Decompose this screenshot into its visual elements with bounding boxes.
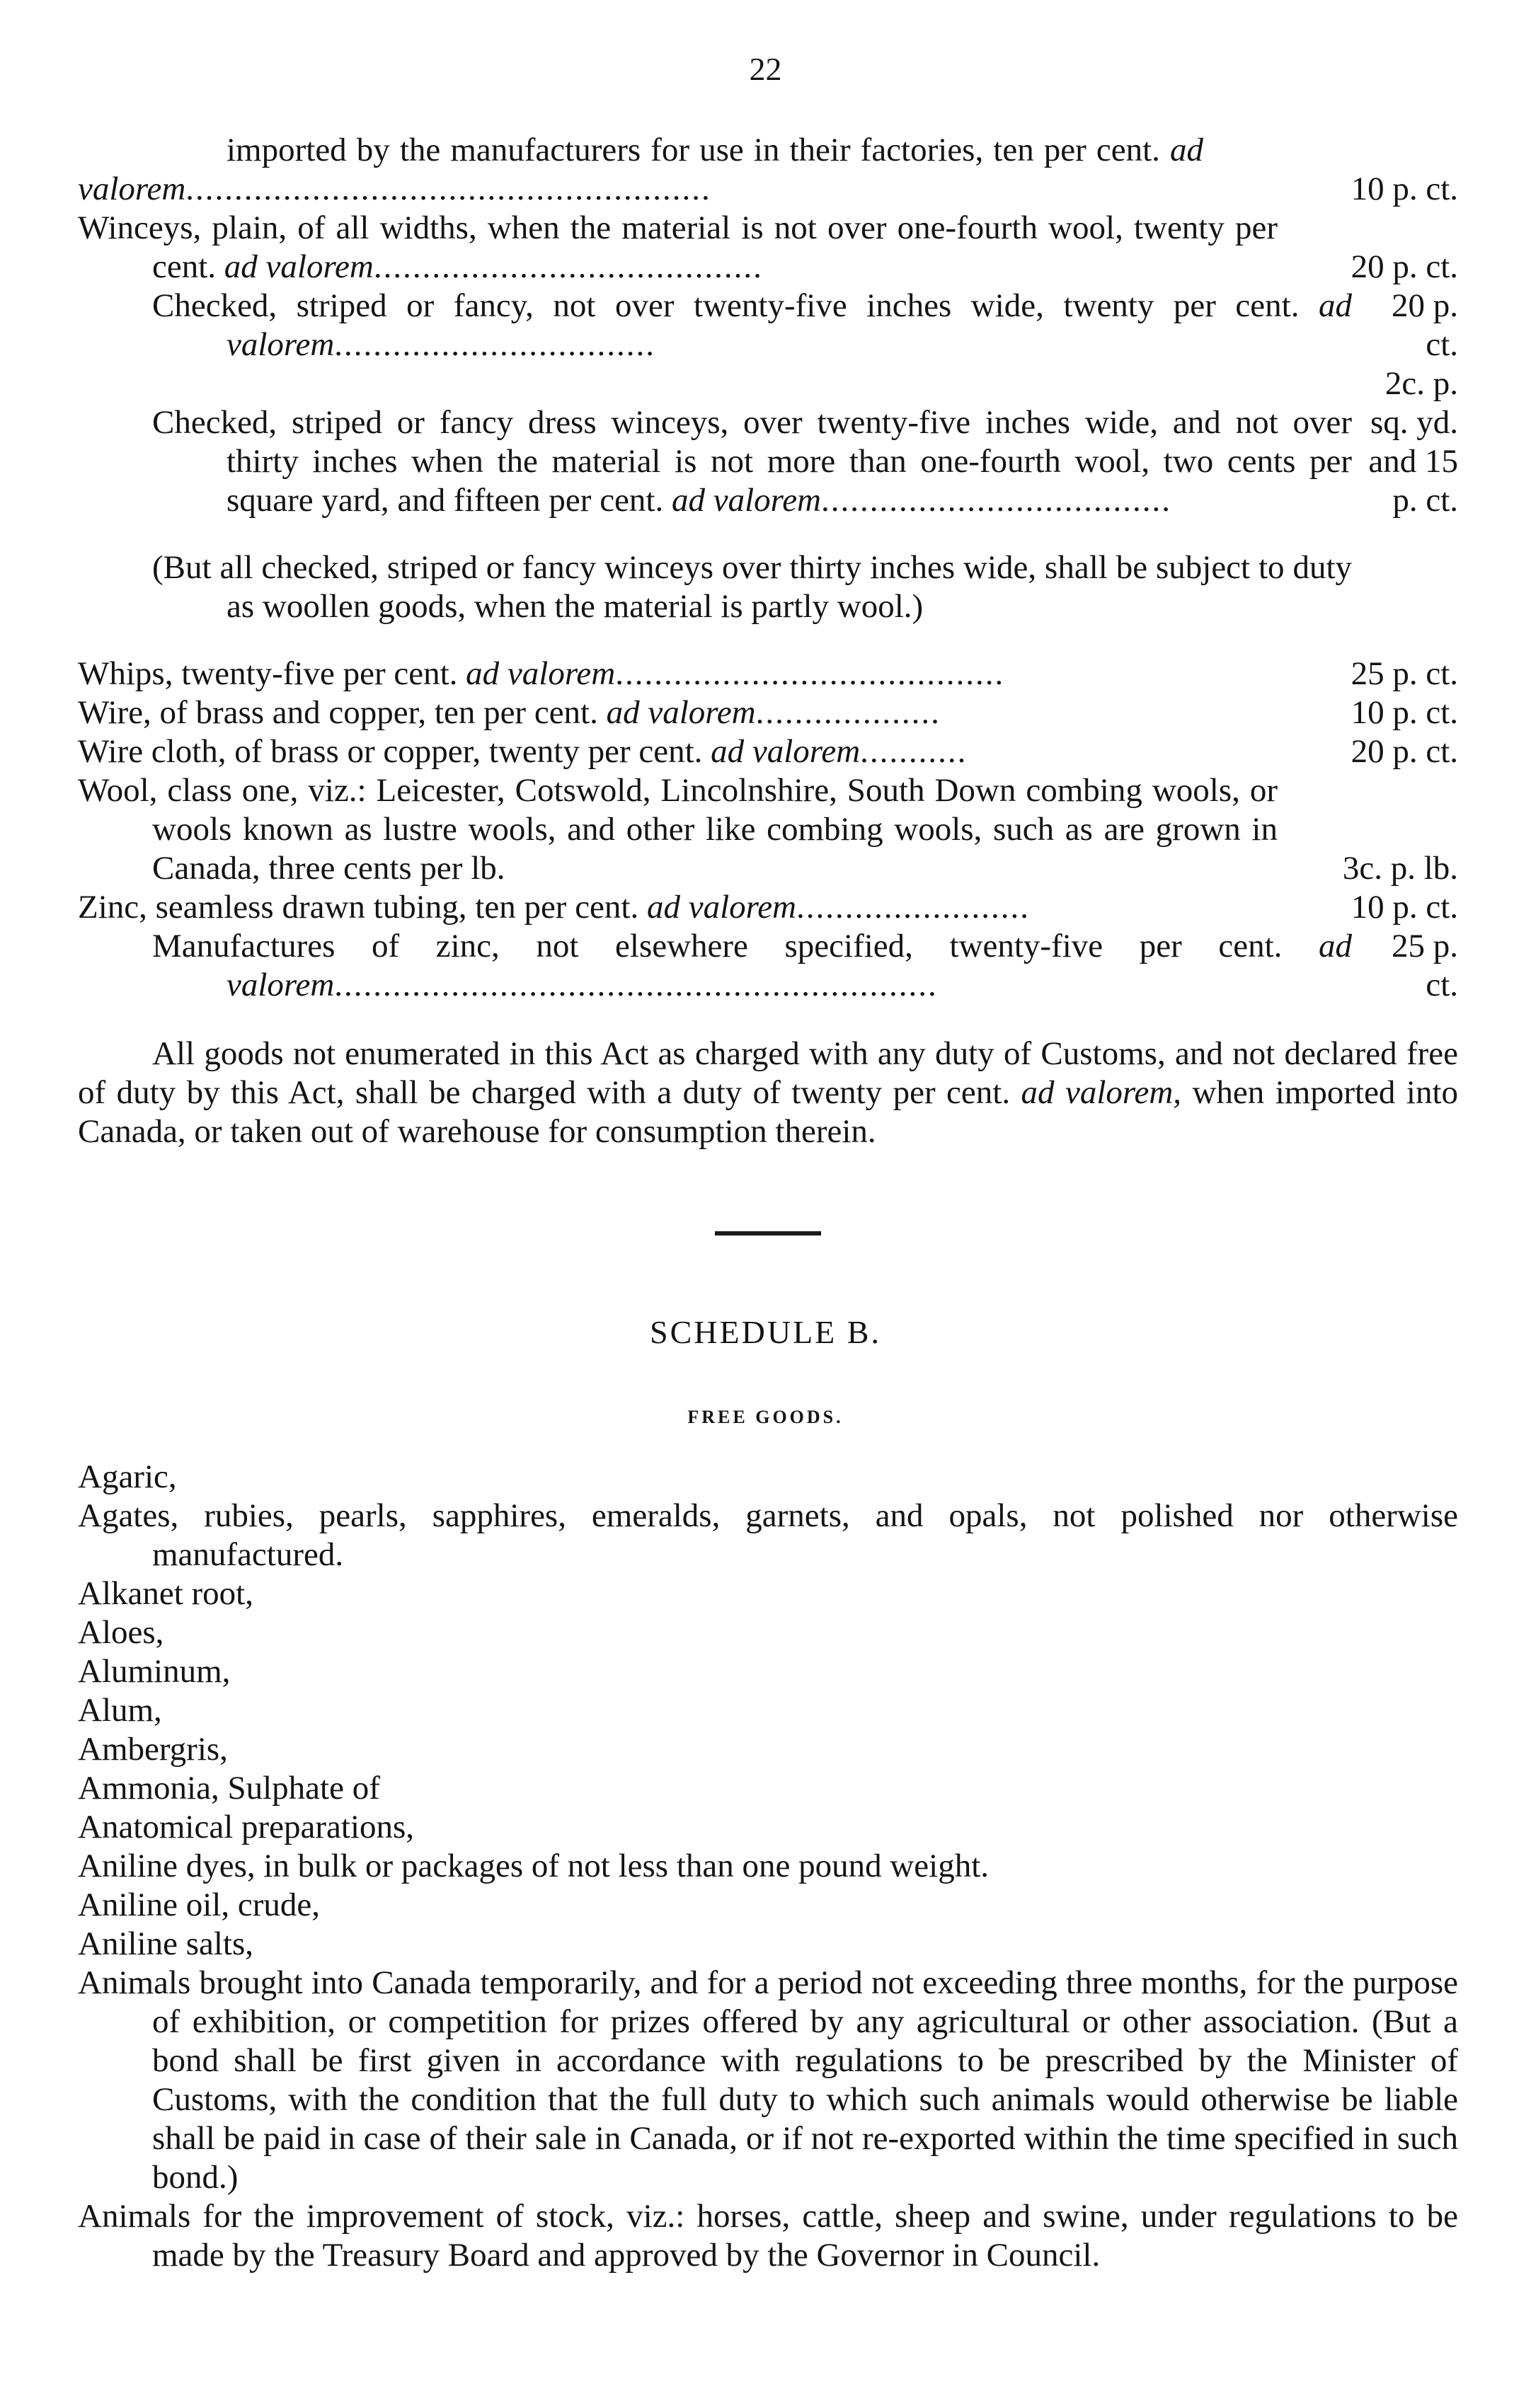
entry-italic: ad valorem	[466, 655, 616, 692]
clause-text-end: when imported into Canada, or taken out of warehouse for consumption therein.	[78, 1074, 1458, 1150]
duty-rate: 20 p. ct.	[1392, 287, 1458, 363]
free-goods-item: Alum,	[78, 1692, 162, 1729]
entry-italic: ad valorem	[224, 248, 374, 285]
entry-text: Manufactures of zinc, not elsewhere specified, twenty-five per cent.	[152, 928, 1319, 964]
winceys-note: (But all checked, striped or fancy winceys over thirty inches wide, shall be subject to duty as woollen goods, when the material is partly wool.)	[152, 549, 1352, 625]
leader-dots: ...................	[755, 694, 941, 731]
free-goods-item: Agates, rubies, pearls, sapphires, emeralds, garnets, and opals, not polished nor otherwise manufactured.	[78, 1497, 1458, 1573]
duty-rate: 2c. p. sq. yd. and 15 p. ct.	[1368, 365, 1458, 519]
entry-italic: ad valorem	[711, 733, 861, 770]
duty-rate: 25 p. ct.	[1351, 655, 1458, 692]
entry-italic: ad valorem	[78, 132, 1203, 207]
entry-italic: ad valorem	[646, 889, 797, 926]
clause-italic: ad valorem,	[1021, 1074, 1182, 1111]
free-goods-item: Aluminum,	[78, 1653, 231, 1690]
free-goods-item: Aniline dyes, in bulk or packages of not less than one pound weight.	[78, 1848, 990, 1884]
free-goods-item: Animals for the improvement of stock, viz.: horses, cattle, sheep and swine, under regulations to be made by the Treasury Board and approved by the Governor in Council.	[78, 2198, 1458, 2274]
entry-italic: ad valorem	[227, 928, 1352, 1003]
leader-dots: ........................................	[615, 655, 1005, 692]
leader-dots: ......................................................	[185, 171, 711, 207]
entry-text: Wire, of brass and copper, ten per cent.	[78, 694, 607, 731]
entry-italic: ad valorem	[606, 694, 756, 731]
duty-rate: 25 p. ct.	[1392, 928, 1458, 1003]
clause-text: All goods not enumerated in this Act as charged with any duty of Customs, and not declared free of duty by this Act, shall be charged with a duty of twenty per cent.	[78, 1035, 1458, 1111]
entry-text: Checked, striped or fancy dress winceys, over twenty-five inches wide, and not over thirty inches when the material is not more than one-fourth wool, two cents per square yard, and fifteen per cent.	[152, 404, 1352, 519]
free-goods-item: Aniline salts,	[78, 1925, 254, 1962]
entry-text: Zinc, seamless drawn tubing, ten per cent.	[78, 889, 647, 926]
entry-text: Whips, twenty-five per cent.	[78, 655, 466, 692]
duty-rate: 10 p. ct.	[1351, 171, 1458, 207]
tariff-entry	[78, 209, 1465, 287]
tariff-entry	[78, 287, 1465, 364]
schedule-title: SCHEDULE B.	[650, 1314, 881, 1350]
duty-rate: 20 p. ct.	[1351, 733, 1458, 770]
section-divider	[715, 1231, 821, 1235]
tariff-entry	[78, 655, 1465, 693]
tariff-list	[78, 131, 1465, 1005]
leader-dots: ........................	[796, 889, 1031, 926]
free-goods-item: Alkanet root,	[78, 1575, 253, 1612]
free-goods-item: Aniline oil, crude,	[78, 1886, 320, 1923]
duty-rate: 10 p. ct.	[1351, 694, 1458, 731]
leader-dots: ....................................	[821, 482, 1172, 519]
tariff-entry	[78, 771, 1465, 888]
tariff-entry	[78, 927, 1465, 1005]
page-number: 22	[749, 51, 782, 87]
entry-italic: ad valorem	[227, 287, 1352, 363]
free-goods-item: Agaric,	[78, 1458, 177, 1495]
schedule-subtitle: FREE GOODS.	[687, 1407, 844, 1427]
free-goods-item: Aloes,	[78, 1614, 164, 1651]
entry-italic: ad valorem	[671, 482, 822, 519]
general-clause	[78, 1035, 1458, 1151]
leader-dots: .................................	[334, 326, 656, 363]
free-goods-list	[78, 1458, 1458, 2275]
entry-text: Winceys, plain, of all widths, when the material is not over one-fourth wool, twenty per cent.	[78, 209, 1278, 285]
entry-text: Wire cloth, of brass or copper, twenty per cent.	[78, 733, 711, 770]
entry-text: imported by the manufacturers for use in their factories, ten per cent.	[227, 132, 1170, 168]
leader-dots: ...........	[860, 733, 968, 770]
leader-dots: ..............................................................	[334, 967, 938, 1003]
tariff-entry	[78, 732, 1465, 771]
tariff-entry	[78, 693, 1465, 732]
duty-rate: 3c. p. lb.	[1342, 850, 1458, 887]
free-goods-item: Ammonia, Sulphate of	[78, 1770, 380, 1807]
leader-dots: ........................................	[373, 248, 763, 285]
tariff-entry	[78, 888, 1465, 927]
free-goods-item: Anatomical preparations,	[78, 1809, 415, 1845]
duty-rate: 20 p. ct.	[1351, 248, 1458, 285]
duty-rate: 10 p. ct.	[1351, 889, 1458, 926]
free-goods-item: Ambergris,	[78, 1731, 228, 1768]
free-goods-item: Animals brought into Canada temporarily, and for a period not exceeding three months, for the purpose of exhibition, or competition for prizes offered by any agricultural or other association. (But a bond shall be first given in accordance with regulations to be prescribed by the Minister of Customs, with the condition that the full duty to which such animals would otherwise be liable shall be paid in case of their sale in Canada, or if not re-exported within the time specified in such bond.)	[78, 1964, 1458, 2196]
entry-text: Checked, striped or fancy, not over twenty-five inches wide, twenty per cent.	[152, 287, 1319, 324]
entry-text: Wool, class one, viz.: Leicester, Cotswold, Lincolnshire, South Down combing wools, or wools known as lustre wools, and other like combing wools, such as are grown in Canada, three cents per lb.	[78, 772, 1278, 887]
tariff-entry	[78, 131, 1465, 209]
tariff-entry	[78, 364, 1465, 520]
